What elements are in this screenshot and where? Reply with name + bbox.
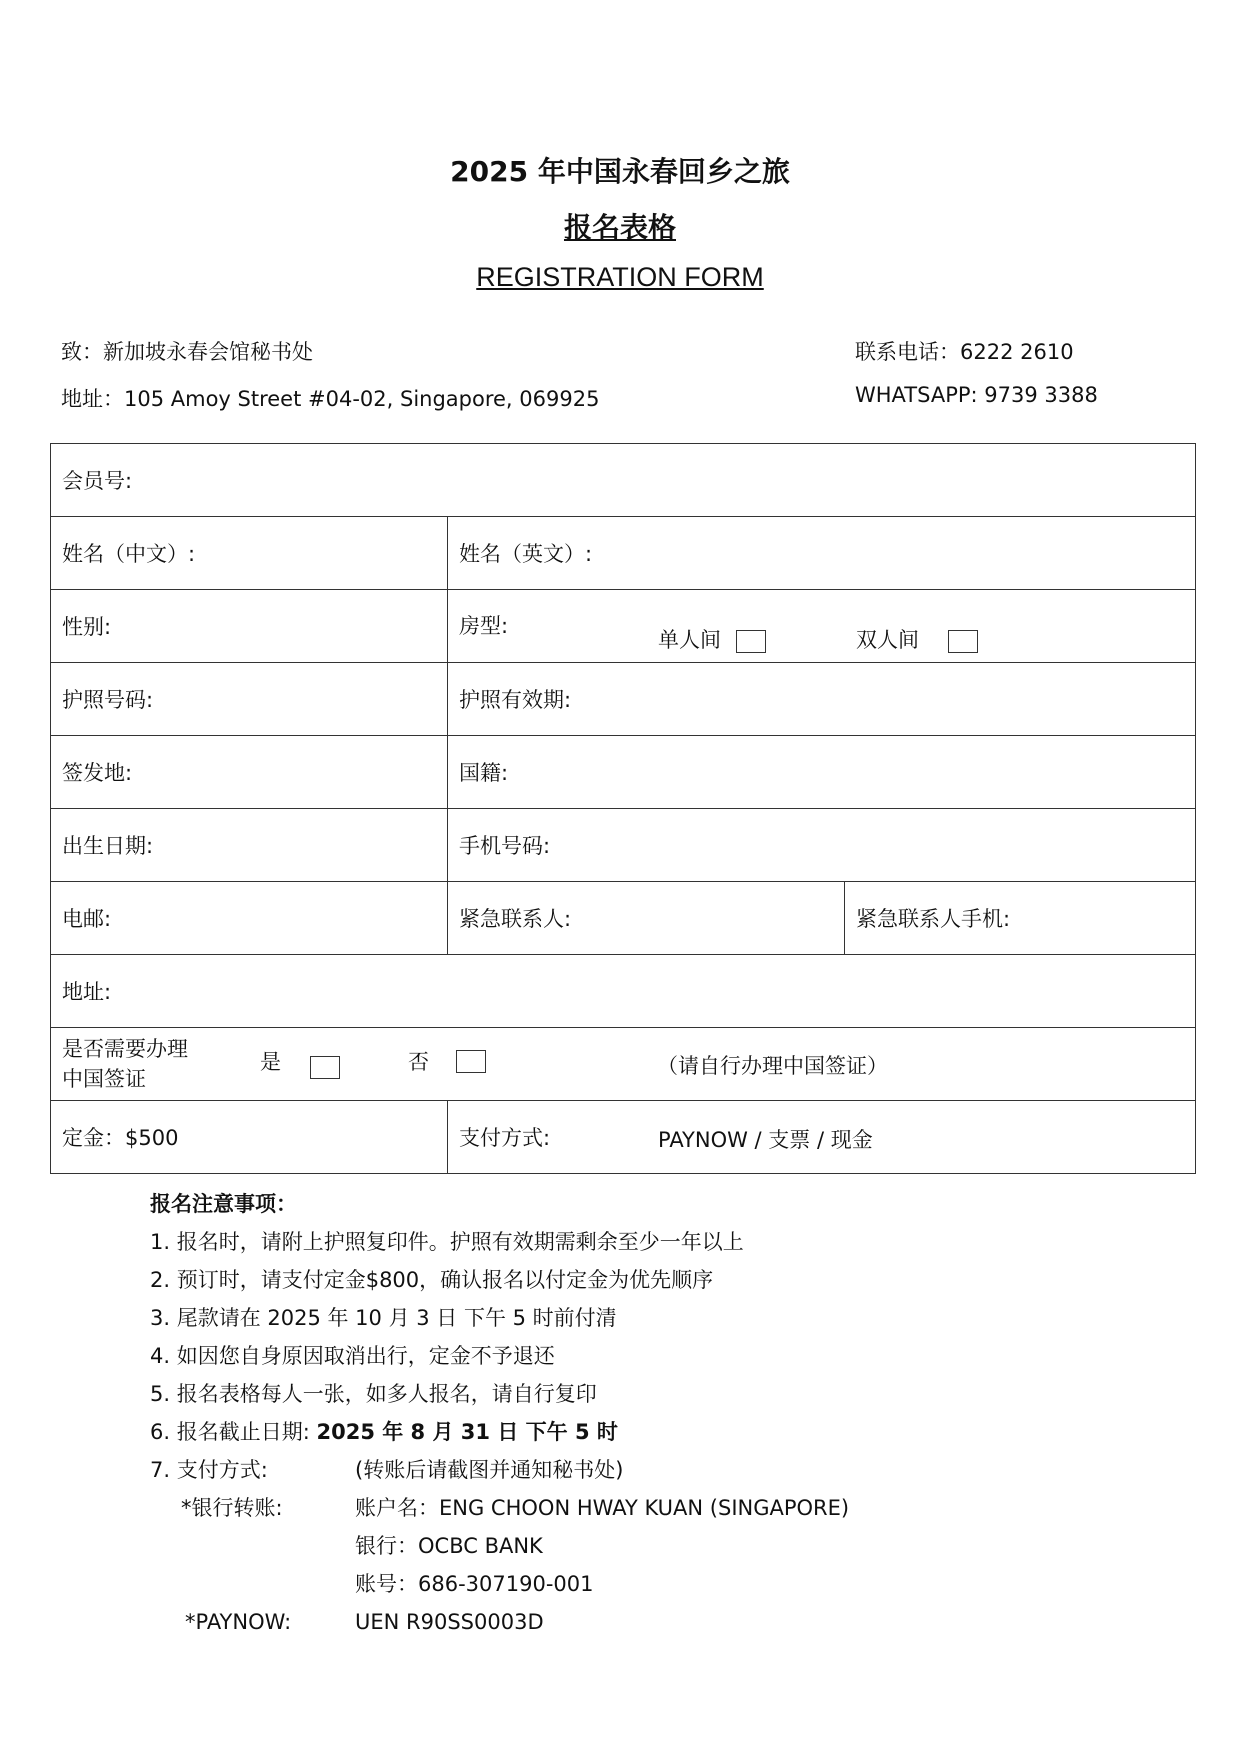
visa-no-checkbox[interactable]: [456, 1050, 486, 1073]
dob-field[interactable]: [51, 809, 448, 882]
mobile-label: 手机号码:: [459, 834, 551, 858]
registration-notes: [150, 1185, 850, 1641]
room-single-option: [658, 624, 766, 654]
passport-expiry-label: 护照有效期:: [459, 688, 572, 712]
paynow-uen: UEN R90SS0003D: [355, 1610, 544, 1634]
room-double-label: 双人间: [856, 628, 919, 652]
note-item: 5. 报名表格每人一张，如多人报名，请自行复印: [150, 1382, 597, 1406]
paynow-label: *PAYNOW:: [185, 1610, 292, 1634]
emergency-contact-field[interactable]: [448, 882, 845, 955]
place-of-issue-label: 签发地:: [62, 761, 133, 785]
place-of-issue-field[interactable]: [51, 736, 448, 809]
visa-yes-checkbox[interactable]: [310, 1056, 340, 1079]
passport-no-field[interactable]: [51, 663, 448, 736]
account-number: 账号：686-307190-001: [355, 1572, 594, 1596]
room-type-label: 房型:: [459, 614, 509, 638]
deadline-label: 6. 报名截止日期:: [150, 1420, 310, 1444]
emergency-mobile-field[interactable]: [845, 882, 1196, 955]
dob-label: 出生日期:: [62, 834, 154, 858]
registration-table: [50, 443, 1196, 1174]
deposit-cell: [51, 1101, 448, 1174]
account-no-row: [150, 1565, 744, 1603]
room-double-option: [856, 624, 978, 654]
note-item-payment: [150, 1451, 744, 1489]
paynow-row: [150, 1603, 744, 1641]
email-field[interactable]: [51, 882, 448, 955]
payment-method-label: 支付方式:: [459, 1126, 551, 1150]
payment-method-cell: [448, 1101, 1196, 1174]
gender-label: 性别:: [62, 615, 112, 639]
emergency-contact-label: 紧急联系人:: [459, 907, 572, 931]
note-item: 2. 预订时，请支付定金$800，确认报名以付定金为优先顺序: [150, 1268, 714, 1292]
deadline-value: 2025 年 8 月 31 日 下午 5 时: [316, 1420, 618, 1444]
notes-heading-text: 报名注意事项：: [150, 1192, 297, 1216]
email-label: 电邮:: [62, 907, 112, 931]
member-no-field[interactable]: [51, 444, 1196, 517]
payment-label: 7. 支付方式:: [150, 1458, 268, 1482]
bank-transfer-label: *银行转账:: [181, 1496, 283, 1520]
room-single-label: 单人间: [658, 628, 721, 652]
account-name: 账户名：ENG CHOON HWAY KUAN (SINGAPORE): [355, 1496, 850, 1520]
visa-question-line1: 是否需要办理: [62, 1037, 188, 1061]
visa-question-row: [51, 1028, 1196, 1101]
member-no-label: 会员号:: [62, 469, 133, 493]
bank-name-row: [150, 1527, 744, 1565]
note-item: 1. 报名时，请附上护照复印件。护照有效期需剩余至少一年以上: [150, 1230, 744, 1254]
visa-note: （请自行办理中国签证）: [657, 1054, 888, 1078]
form-subtitle-english: REGISTRATION FORM: [476, 262, 764, 292]
form-title: 2025 年中国永春回乡之旅: [450, 155, 790, 188]
gender-field[interactable]: [51, 590, 448, 663]
name-en-label: 姓名（英文）:: [459, 542, 593, 566]
contact-whatsapp: WHATSAPP: 9739 3388: [855, 383, 1098, 407]
nationality-label: 国籍:: [459, 761, 509, 785]
form-subtitle: 报名表格: [563, 211, 676, 244]
visa-question: [62, 1034, 188, 1094]
notes-heading: [150, 1185, 744, 1223]
passport-no-label: 护照号码:: [62, 688, 154, 712]
payment-method-value: PAYNOW / 支票 / 现金: [658, 1128, 873, 1152]
bank-transfer-row: [150, 1489, 850, 1527]
contact-phone: 联系电话：6222 2610: [855, 340, 1074, 364]
home-address-label: 地址:: [62, 980, 112, 1004]
name-cn-label: 姓名（中文）:: [62, 542, 196, 566]
note-item-deadline: [150, 1413, 744, 1451]
mobile-field[interactable]: [448, 809, 1196, 882]
passport-expiry-field[interactable]: [448, 663, 1196, 736]
visa-question-line2: 中国签证: [62, 1067, 146, 1091]
note-item: 3. 尾款请在 2025 年 10 月 3 日 下午 5 时前付清: [150, 1306, 617, 1330]
room-type-field: [448, 590, 1196, 663]
visa-yes-label: 是: [260, 1050, 281, 1074]
nationality-field[interactable]: [448, 736, 1196, 809]
name-en-field[interactable]: [448, 517, 1196, 590]
office-address: 地址：105 Amoy Street #04-02, Singapore, 069925: [61, 387, 600, 411]
note-item: 4. 如因您自身原因取消出行，定金不予退还: [150, 1344, 555, 1368]
name-cn-field[interactable]: [51, 517, 448, 590]
visa-no-label: 否: [408, 1050, 429, 1074]
home-address-field[interactable]: [51, 955, 1196, 1028]
deposit-label: 定金：$500: [62, 1126, 179, 1150]
payment-note: (转账后请截图并通知秘书处): [355, 1458, 624, 1482]
room-single-checkbox[interactable]: [736, 630, 766, 653]
recipient-line: 致：新加坡永春会馆秘书处: [61, 340, 313, 364]
room-double-checkbox[interactable]: [948, 630, 978, 653]
bank-name: 银行：OCBC BANK: [355, 1534, 543, 1558]
emergency-mobile-label: 紧急联系人手机:: [856, 907, 1011, 931]
